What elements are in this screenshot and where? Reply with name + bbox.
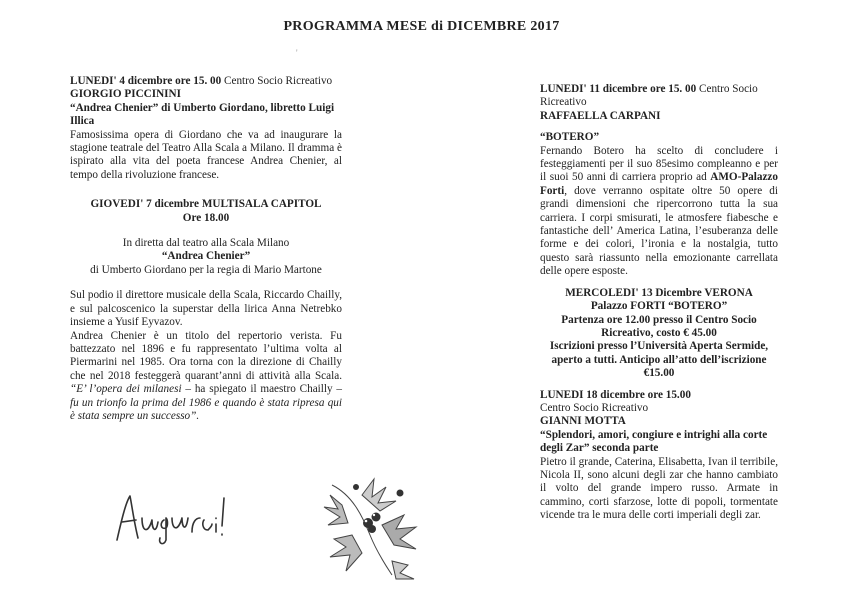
event-description: Fernando Botero ha scelto di concludere i festeggiamenti per il suo 85esimo compleanno e per il suoi 50 anni di carriera proprio ad AMO-Palazzo Forti, dove verranno ospitate oltre 50 opere di grandi dimensioni che ripercorrono tutta la sua carriera. I corpi smisurati, le atmosfere fiabesche e fantastiche dell’ America Latina, l’esuberanza delle forme e dei colori, l’ironia e la nostalgia, tutto questo sarà riassunto nella emozionante carrellata delle opere esposte. (540, 144, 778, 278)
trip-title: MERCOLEDI' 13 Dicembre VERONA (565, 286, 753, 299)
event-live-note: In diretta dal teatro alla Scala Milano (122, 237, 290, 250)
event-dec-13 (540, 287, 778, 381)
left-column (70, 75, 342, 423)
scan-speck: ' (296, 48, 298, 58)
event-work: “Andrea Chenier” (161, 250, 251, 263)
event-title: GIOVEDI' 7 dicembre MULTISALA CAPITOL (90, 198, 322, 211)
event-credits: di Umberto Giordano per la regia di Mario Martone (90, 263, 322, 276)
event-history: Andrea Chenier è un titolo del repertorio verista. Fu battezzato nel 1896 e fu rappresentato l’ultima volta al Piermarini nel 1985. Ora torna con la direzione di Chailly che nel 2018 festeggerà quarant’anni di attività alla Scala. “E’ l’opera dei milanesi – ha spiegato il maestro Chailly – fu un trionfo la prima del 1986 e quando è stata ripresa qui è stata sempre un successo”. (70, 329, 343, 422)
quote: fu un trionfo la prima del 1986 e quando è stata ripresa qui è stata sempre un successo”. (70, 396, 342, 422)
event-dec-18 (540, 389, 778, 523)
event-dec-7 (70, 198, 342, 423)
event-work: “BOTERO” (540, 131, 600, 144)
trip-registration: Iscrizioni presso l’Università Aperta Sermide, aperto a tutti. Anticipo all’atto dell’iscrizione €15.00 (549, 340, 769, 380)
event-description: Pietro il grande, Caterina, Elisabetta, Ivan il terribile, Nicola II, sono alcuni degli zar che hanno cambiato il volto del grande impero russo. Armate in cammino, corti sfarzose, lotte di popoli, tormentate vicende tra le mura delle corti imperiali degli zar. (540, 455, 778, 522)
trip-destination: Palazzo FORTI “BOTERO” (590, 300, 728, 313)
event-place: Centro Socio Ricreativo (540, 401, 649, 414)
quote: “E’ l’opera dei milanesi (70, 383, 182, 396)
event-speaker: GIANNI MOTTA (540, 415, 626, 428)
event-date: LUNEDI' 11 dicembre ore 15. 00 (540, 83, 697, 95)
right-column (540, 83, 778, 523)
event-speaker: RAFFAELLA CARPANI (540, 109, 661, 122)
event-dec-4 (70, 75, 342, 182)
holly-branch-icon (312, 465, 432, 583)
event-time: Ore 18.00 (182, 211, 230, 224)
venue-name: AMO-Palazzo Forti (540, 171, 778, 197)
event-description: Famosissima opera di Giordano che va ad inaugurare la stagione teatrale del Teatro Alla Scala a Milano. Il dramma è ispirato alla vita del poeta francese Andrea Chenier, al tempo della rivoluzione francese. (70, 128, 342, 181)
event-work: “Andrea Chenier” di Umberto Giordano, libretto Luigi Illica (70, 101, 335, 128)
event-dec-11 (540, 83, 778, 279)
event-speaker: GIORGIO PICCININI (70, 88, 181, 101)
event-date: LUNEDI 18 dicembre ore 15.00 (540, 388, 691, 401)
event-date: LUNEDI' 4 dicembre ore 15. 00 (70, 75, 222, 87)
event-place: Centro Socio Ricreativo (540, 83, 758, 109)
trip-departure: Partenza ore 12.00 presso il Centro Socio Ricreativo, costo € 45.00 (561, 313, 757, 339)
event-work: “Splendori, amori, congiure e intrighi alla corte degli Zar” seconda parte (540, 428, 768, 455)
page-title: PROGRAMMA MESE di DICEMBRE 2017 (283, 19, 560, 34)
signature-auguri (112, 488, 232, 548)
event-description: Sul podio il direttore musicale della Scala, Riccardo Chailly, e sul palcoscenico la superstar della lirica Anna Netrebko insieme a Yusif Eyvazov. (70, 289, 342, 329)
event-place: Centro Socio Ricreativo (224, 75, 333, 87)
